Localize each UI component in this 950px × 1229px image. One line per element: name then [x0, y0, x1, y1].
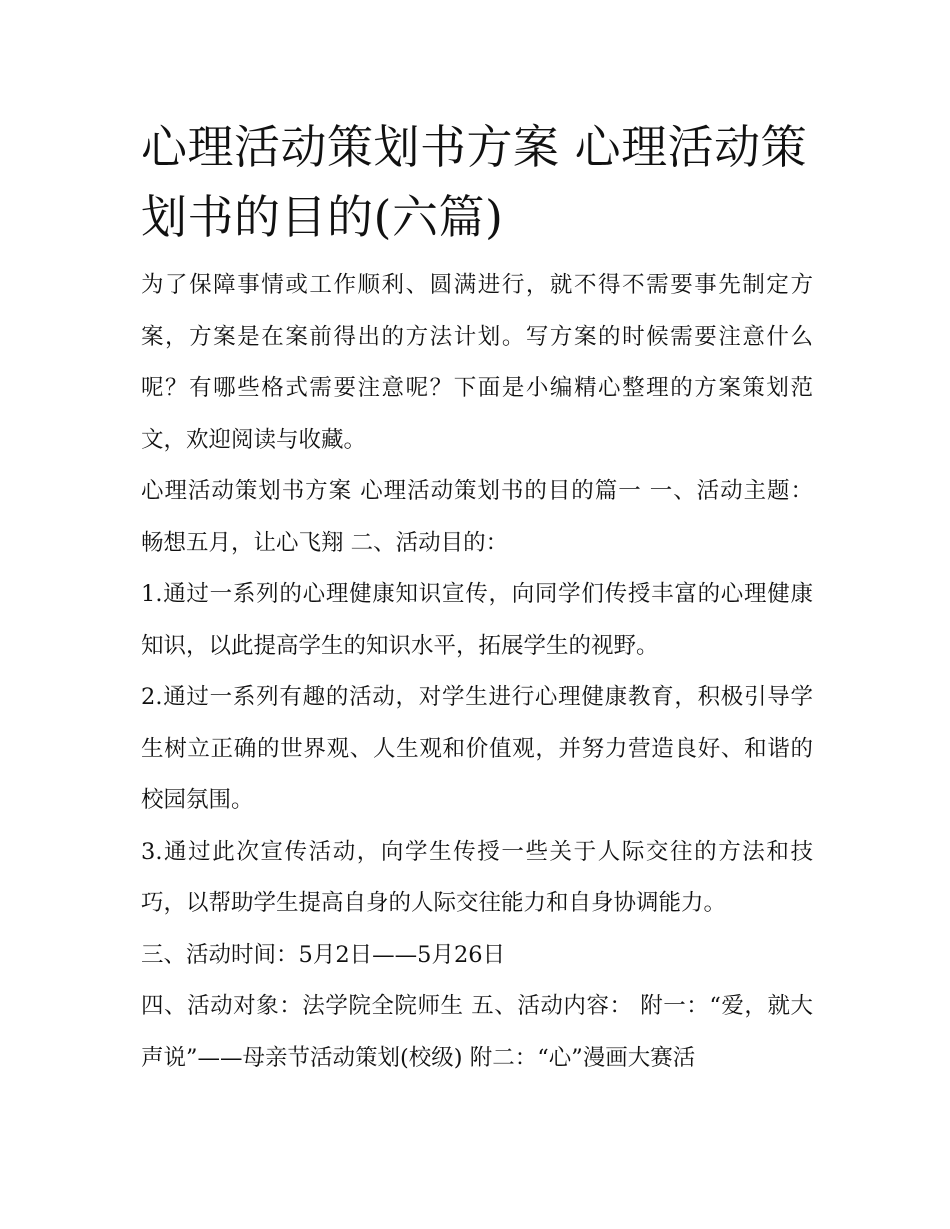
document-body: [141, 260, 813, 1084]
intro-paragraph: 为了保障事情或工作顺利、圆满进行，就不得不需要事先制定方案，方案是在案前得出的方法计划。写方案的时候需要注意什么呢？有哪些格式需要注意呢？下面是小编精心整理的方案策划范文，欢迎阅读与收藏。: [141, 272, 813, 453]
goal-item-2: 2.通过一系列有趣的活动，对学生进行心理健康教育，积极引导学生树立正确的世界观、人生观和价值观，并努力营造良好、和谐的校园氛围。: [141, 684, 813, 813]
activity-theme-paragraph: 心理活动策划书方案 心理活动策划书的目的篇一 一、活动主题： 畅想五月，让心飞翔 二、活动目的：: [141, 478, 813, 556]
document-title: 心理活动策划书方案 心理活动策划书的目的(六篇): [141, 120, 808, 244]
goal-item-3: 3.通过此次宣传活动，向学生传授一些关于人际交往的方法和技巧，以帮助学生提高自身的人际交往能力和自身协调能力。: [141, 838, 813, 916]
document-page: [141, 112, 813, 1084]
activity-time-paragraph: 三、活动时间：5月2日——5月26日: [141, 941, 506, 968]
activity-target-paragraph: 四、活动对象：法学院全院师生 五、活动内容： 附一：“爱，就大声说”——母亲节活动策划(校级) 附二：“心”漫画大赛活: [141, 993, 813, 1071]
goal-item-1: 1.通过一系列的心理健康知识宣传，向同学们传授丰富的心理健康知识，以此提高学生的知识水平，拓展学生的视野。: [141, 581, 813, 659]
